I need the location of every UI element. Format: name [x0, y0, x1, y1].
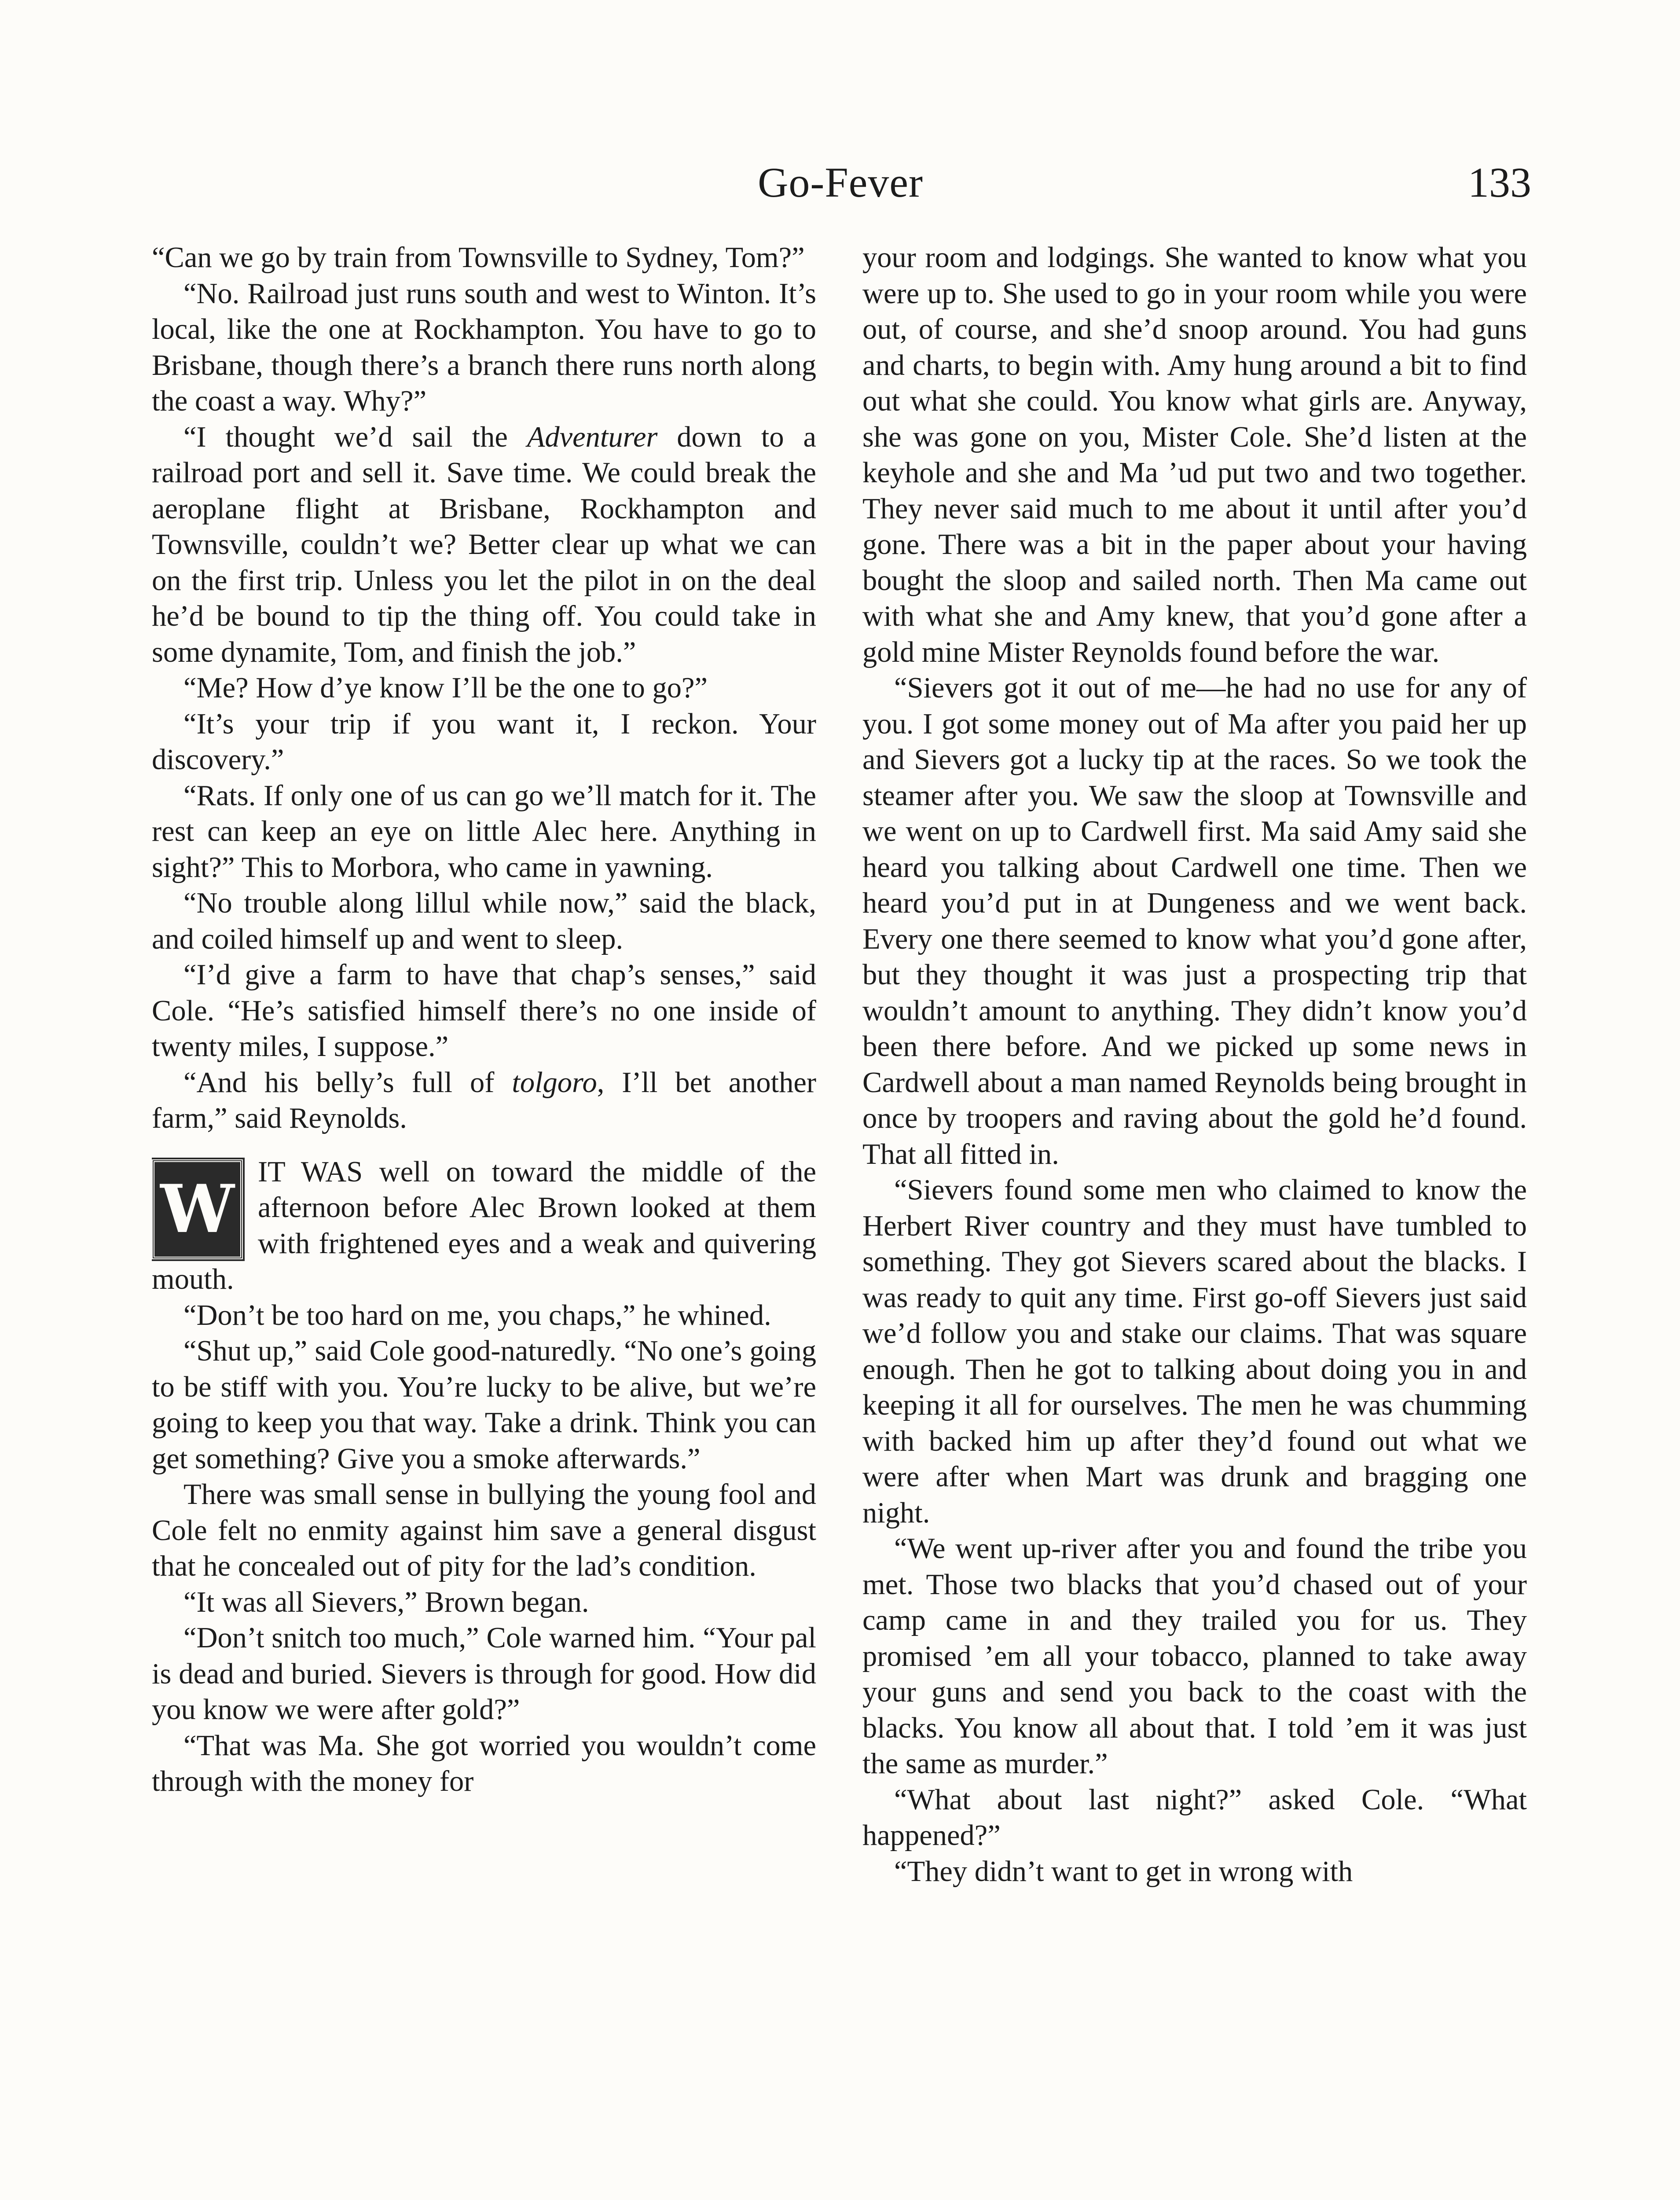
paragraph: “Me? How d’ye know I’ll be the one to go?”	[183, 672, 708, 704]
paragraph: “No trouble along lillul while now,” said the black, and coiled himself up and went to sleep.	[152, 887, 816, 955]
running-title: Go-Fever	[758, 159, 923, 206]
paragraph: “No. Railroad just runs south and west to Winton. It’s local, like the one at Rockhampton. You have to go to Brisbane, though there’s a branch there runs north along the coast a way. Why?”	[152, 277, 816, 417]
right-column	[862, 240, 1527, 2200]
text-run: “I thought we’d sail the	[183, 421, 527, 453]
paragraph: “What about last night?” asked Cole. “What happened?”	[862, 1783, 1527, 1852]
paragraph: “Rats. If only one of us can go we’ll match for it. The rest can keep an eye on little Alec here. Anything in sight?” This to Morbora, who came in yawning.	[152, 779, 816, 884]
left-column	[152, 240, 816, 2200]
paragraph: “I’d give a farm to have that chap’s senses,” said Cole. “He’s satisfied himself there’s no one inside of twenty miles, I suppose.”	[152, 959, 816, 1063]
text-run: “And his belly’s full of	[183, 1066, 512, 1099]
paragraph: There was small sense in bullying the young fool and Cole felt no enmity against him save a general disgust that he concealed out of pity for the lad’s condition.	[152, 1478, 816, 1582]
paragraph	[152, 1065, 816, 1137]
italic-word: tolgoro	[512, 1066, 597, 1099]
text-run: , I’ll bet another farm,” said Reynolds.	[152, 1066, 816, 1134]
paragraph: “Sievers got it out of me—he had no use for any of you. I got some money out of Ma after you paid her up and Sievers got a lucky tip at the races. So we took the steamer after you. We saw the sloop at Townsville and we went on up to Cardwell first. Ma said Amy said she heard you talking about Cardwell one time. Then we heard you’d put in at Dungeness and we went back. Every one there seemed to know what you’d gone after, but they thought it was just a prospecting trip that wouldn’t amount to anything. They didn’t know you’d been there before. And we picked up some news in Cardwell about a man named Reynolds being brought in once by troopers and raving about the gold he’d found. That all fitted in.	[862, 672, 1527, 1170]
paragraph: “Don’t be too hard on me, you chaps,” he whined.	[183, 1299, 771, 1331]
paragraph: “Sievers found some men who claimed to know the Herbert River country and they must have tumbled to something. They got Sievers scared about the blacks. I was ready to quit any time. First go-off Sievers just said we’d follow you and stake our claims. That was square enough. Then he got to talking about doing you in and keeping it all for ourselves. The men he was chumming with backed him up after they’d found out what we were after when Mart was drunk and bragging one night.	[862, 1174, 1527, 1529]
drop-cap-initial: W	[152, 1159, 243, 1259]
paragraph: “Can we go by train from Townsville to Sydney, Tom?”	[152, 242, 805, 274]
paragraph: your room and lodgings. She wanted to know what you were up to. She used to go in your room while you were out, of course, and she’d snoop around. You had guns and charts, to begin with. Amy hung around a bit to find out what she could. You know what girls are. Anyway, she was gone on you, Mister Cole. She’d listen at the keyhole and she and Ma ’ud put two and two together. They never said much to me about it until after you’d gone. There was a bit in the paper about your having bought the sloop and sailed north. Then Ma came out with what she and Amy knew, that you’d gone after a gold mine Mister Reynolds found before the war.	[862, 242, 1527, 668]
paragraph	[152, 419, 816, 671]
ship-name: Adventurer	[527, 421, 658, 453]
paragraph: “It’s your trip if you want it, I reckon. Your discovery.”	[152, 708, 816, 776]
paragraph: “They didn’t want to get in wrong with	[894, 1855, 1353, 1888]
page-header	[150, 147, 1531, 218]
paragraph: “Shut up,” said Cole good-naturedly. “No one’s going to be stiff with you. You’re lucky to be alive, but we’re going to keep you that way. Take a drink. Think you can get something? Give you a smoke afterwards.”	[152, 1335, 816, 1475]
paragraph: “We went up-river after you and found the tribe you met. Those two blacks that you’d chased out of your camp came in and they trailed you for us. They promised ’em all your tobacco, planned to take away your guns and send you back to the coast with the blacks. You know all about that. I told ’em it was just the same as murder.”	[862, 1533, 1527, 1780]
paragraph: “Don’t snitch too much,” Cole warned him. “Your pal is dead and buried. Sievers is through for good. How did you know we were after gold?”	[152, 1622, 816, 1726]
text-run: down to a railroad port and sell it. Save time. We could break the aeroplane flight at Brisbane, Rockhampton and Townsville, couldn’t we? Better clear up what we can on the first trip. Unless you let the pilot in on the deal he’d be bound to tip the thing off. You could take in some dynamite, Tom, and finish the job.”	[152, 421, 816, 668]
paragraph: “That was Ma. She got worried you wouldn’t come through with the money for	[152, 1729, 816, 1797]
section-opening-paragraph	[152, 1154, 816, 1298]
text-run: IT WAS well on toward the middle of the afternoon before Alec Brown looked at them with frightened eyes and a weak and quivering mouth.	[152, 1155, 816, 1295]
page-number: 133	[1468, 159, 1531, 206]
paragraph: “It was all Sievers,” Brown began.	[183, 1586, 589, 1618]
